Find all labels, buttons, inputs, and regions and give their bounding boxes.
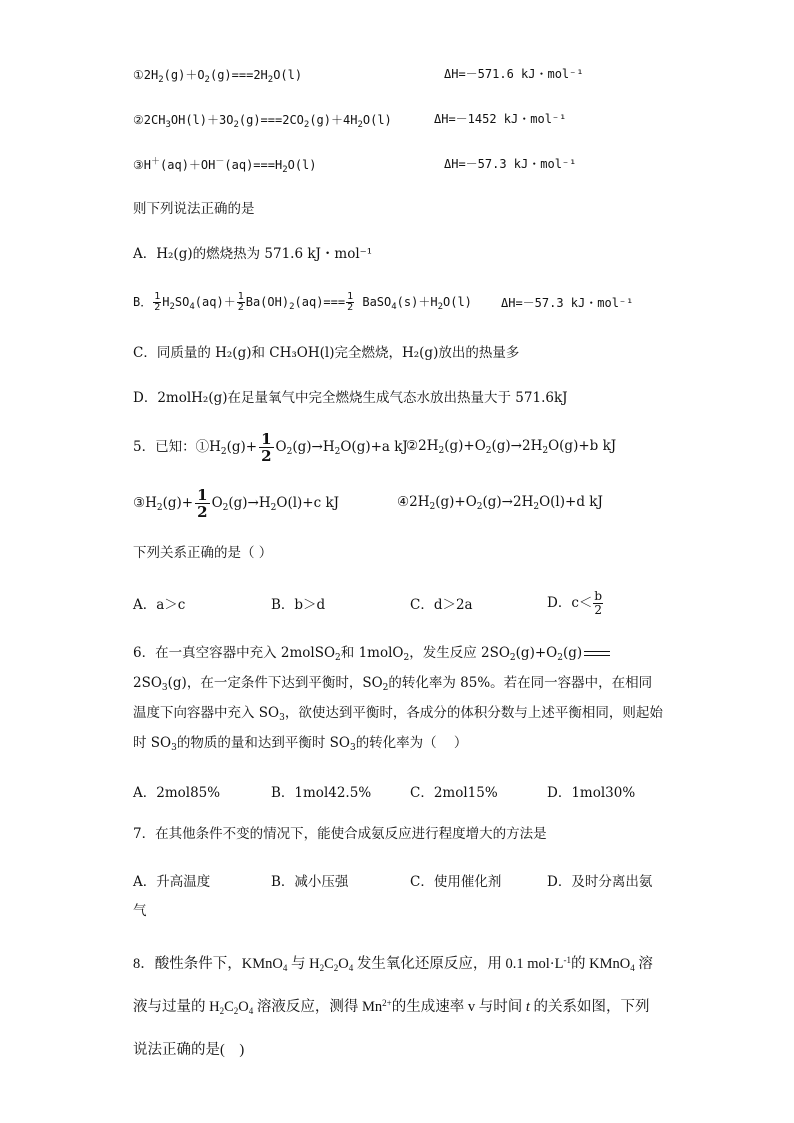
question-7-option-d: D．及时分离出氨: [547, 874, 653, 890]
equilibrium-arrow: [584, 649, 610, 659]
fraction-half: $\frac{1}{2}$: [237, 291, 244, 313]
question-4-prompt: 则下列说法正确的是: [133, 201, 255, 217]
fraction-half: $\frac{1}{2}$: [154, 291, 161, 313]
equation-3-formula: $H^+(aq)+OH^-(aq)===H_2O(l)$: [143, 157, 317, 175]
equation-number: ①: [133, 68, 144, 82]
question-5-option-a: A．a＞c: [133, 597, 186, 613]
fraction-half: $\frac{1}{2}$: [261, 430, 272, 465]
equation-1-formula: $2H_2(g)+O_2(g)===2H_2O(l)$: [143, 68, 303, 85]
question-6-option-b: B．1mol42.5%: [271, 785, 372, 801]
question-7-stem: 7．在其他条件不变的情况下，能使合成氨反应进行程度增大的方法是: [133, 826, 547, 842]
equation-3: [133, 155, 317, 175]
question-7-option-b: B．减小压强: [271, 874, 349, 890]
question-5-option-d: D．c＜ $\frac{b}{2}$: [547, 589, 603, 617]
fraction-b-over-2: $\frac{b}{2}$: [594, 589, 603, 617]
question-4-option-d: D．2molH₂(g)在足量氧气中完全燃烧生成气态水放出热量大于 571.6kJ: [133, 390, 568, 406]
question-5-label: 5．已知：: [133, 439, 196, 455]
equation-3-enthalpy: ΔH=－57.3 kJ・mol⁻¹: [444, 157, 577, 171]
question-4-option-a: A．H₂(g)的燃烧热为 571.6 kJ・mol⁻¹: [133, 246, 373, 262]
equation-2-enthalpy: ΔH=－1452 kJ・mol⁻¹: [434, 112, 567, 126]
equation-number: ③: [133, 158, 144, 172]
fraction-half: $\frac{1}{2}$: [197, 486, 208, 521]
question-6-option-d: D．1mol30%: [547, 785, 636, 801]
question-4-option-b-enthalpy: ΔH=－57.3 kJ・mol⁻¹: [501, 296, 634, 310]
question-5-prompt: 下列关系正确的是（ ）: [133, 545, 273, 561]
question-6-option-c: C．2mol15%: [410, 785, 498, 801]
equation-2-formula: $2CH_3OH(l)+3O_2(g)===2CO_2(g)+4H_2O(l)$: [143, 113, 392, 130]
question-6-stem: 6．在一真空容器中充入 2molSO$_2$和 1molO$_2$，发生反应 $2SO_2(g)+O_2(g)2SO_3(g)$，在一定条件下达到平衡时，$SO_2$的转化率为 85%。若在同一容器中，在相同温度下向容器中充入 $SO_3$，欲使达到平衡时，各成分的体积分数与上述平衡相同，则起始时 $SO_3$的物质的量和达到平衡时 $SO_3$的转化率为（ ）: [133, 645, 663, 753]
question-5-option-c: C．d＞2a: [410, 597, 473, 613]
question-5-option-b: B．b＞d: [271, 597, 326, 613]
question-4-option-c: C．同质量的 H₂(g)和 CH₃OH(l)完全燃烧，H₂(g)放出的热量多: [133, 345, 520, 361]
question-7-option-c: C．使用催化剂: [410, 874, 502, 890]
question-8-stem: 8．酸性条件下，KMnO$_4$ 与 $H_2C_2O_4$ 发生氧化还原反应，用 0.1 $mol\cdot L^{-1}$的 KMnO$_4$ 溶液与过量的 $H_2C_2O_4$ 溶液反应，测得 $Mn^{2+}$的生成速率 v 与时间 t 的关系如图，下列说法正确的是( ): [133, 955, 653, 1058]
question-4-option-b: B． $\frac{1}{2}$ $H_2SO_4(aq)+$ $\frac{1}{2}$ $Ba(OH)_2(aq)===$ $\frac{1}{2}$ $BaSO_4(s)+H_2O(l)$: [133, 291, 472, 313]
question-7-option-a: A．升高温度: [133, 874, 211, 890]
question-5-reaction-2: $②2H_2(g)+O_2(g)\to 2H_2O(g)+b$ kJ: [406, 438, 617, 456]
question-6-option-a: A．2mol85%: [133, 785, 221, 801]
question-5-reaction-4: $④2H_2(g)+O_2(g)\to 2H_2O(l)+d$ kJ: [397, 494, 603, 512]
equation-number: ②: [133, 113, 144, 127]
equation-2: [133, 110, 392, 130]
question-7-option-d-continued: 气: [133, 903, 147, 919]
fraction-half: $\frac{1}{2}$: [347, 291, 354, 313]
question-5-stem: 5．已知：$①H_2(g)+$ $\frac{1}{2}$ $O_2(g)\to H_2O(g)+a$ kJ: [133, 430, 408, 465]
equation-1-enthalpy: ΔH=－571.6 kJ・mol⁻¹: [444, 67, 584, 81]
question-5-reaction-3: $③H_2(g)+$ $\frac{1}{2}$ $O_2(g)\to H_2O(l)+c$ kJ: [133, 486, 340, 521]
equation-1: [133, 65, 302, 85]
